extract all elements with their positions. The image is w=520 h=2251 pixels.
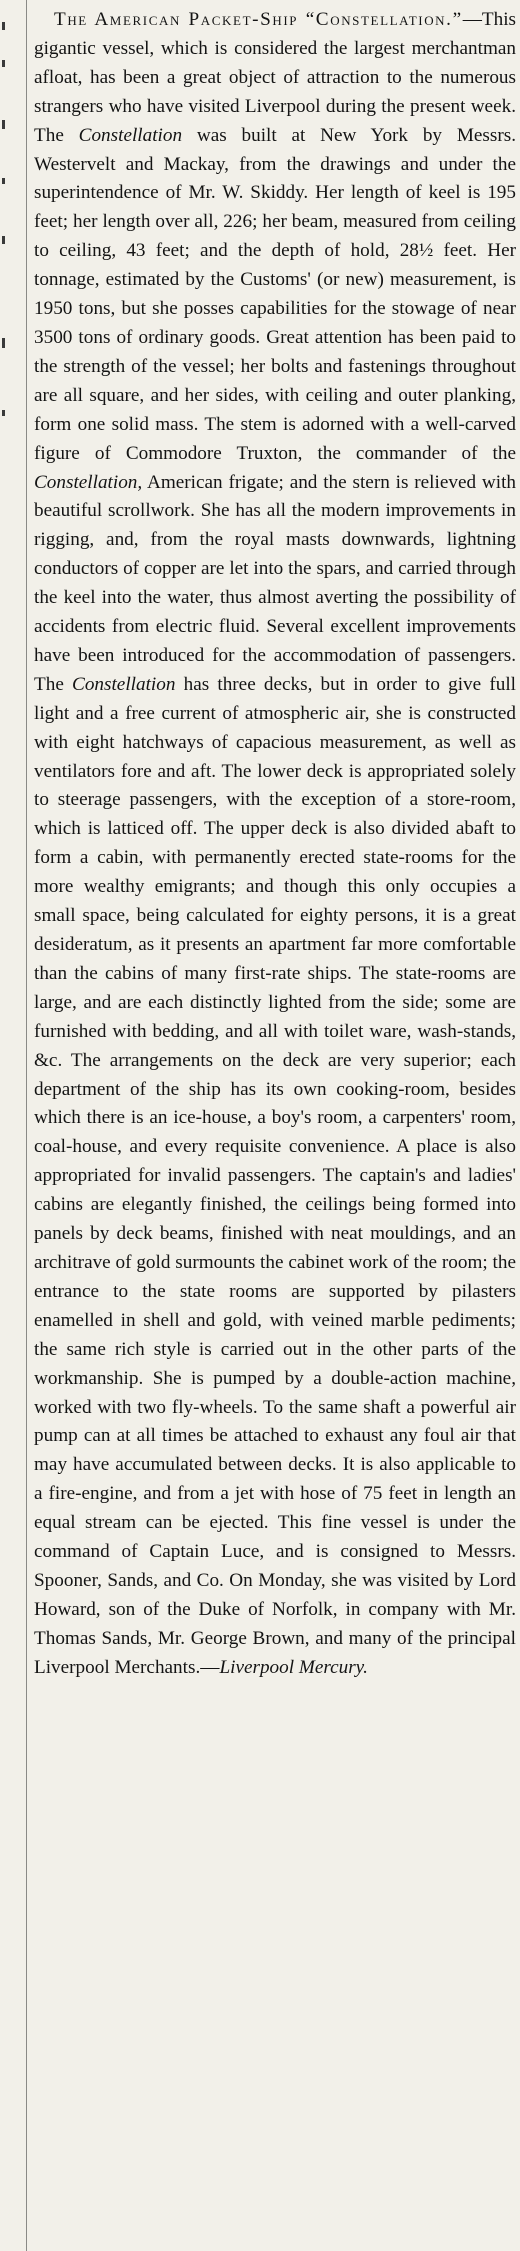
article-text-4: has three decks, but in order to give full light and a free current of atmospheric air, she is constructed with eight hatchways of capacious measurement, as well as ventilators fore and aft. The lower deck is appropriated solely to steerage passengers, with the exception of a store-room, which is latticed off. The upper deck is also divided abaft to form a cabin, with permanently erected state-rooms for the more wealthy emigrants; and though this only occupies a small space, being calculated for eighty persons, it is a great desideratum, as it presents an apartment far more comfortable than the cabins of many first-rate ships. The state-rooms are large, and are each distinctly lighted from the side; some are furnished with bedding, and all with toilet ware, wash-stands, &c. The arrangements on the deck are very superior; each department of the ship has its own cooking-room, besides which there is an ice-house, a boy's room, a carpenters' room, coal-house, and every requisite convenience. A place is also appropriated for invalid passengers. The captain's and ladies' cabins are elegantly finished, the ceilings being formed into panels by deck beams, finished with neat mouldings, and an architrave of gold surmounts the cabinet work of the room; the entrance to the state rooms are supported by pilasters enamelled in shell and gold, with veined marble pediments; the same rich style is carried out in the other parts of the workmanship. She is pumped by a double-action machine, worked with two fly-wheels. To the same shaft a powerful air pump can at all times be attached to exhaust any foul air that may have accumulated between decks. It is also applicable to a fire-engine, and from a jet with hose of 75 feet in length an equal stream can be ejected. This fine vessel is under the command of Captain Luce, and is consigned to Messrs. Spooner, Sands, and Co. On Monday, she was visited by Lord Howard, son of the Duke of Norfolk, in company with Mr. Thomas Sands, Mr. George Brown, and many of the principal Liverpool Merchants.—	[34, 673, 516, 1678]
article-body	[34, 6, 516, 1683]
article-text-3: American frigate; and the stern is relieved with beautiful scrollwork. She has all the modern improvements in rigging, and, from the royal masts downwards, lightning conductors of copper are let into the spars, and carried through the keel into the water, thus almost averting the possibility of accidents from electric fluid. Several excellent improvements have been introduced for the accommodation of passengers. The	[34, 471, 516, 695]
ship-name: Constellation	[78, 124, 183, 146]
column-rule	[26, 0, 27, 2251]
article	[34, 6, 516, 1683]
article-heading: The American Packet-Ship “Constellation.”	[54, 9, 463, 30]
article-text-1: —This gigantic vessel, which is considered the largest merchantman afloat, has been a great object of attraction to the numerous strangers who have visited Liverpool during the present week. The	[34, 9, 516, 146]
article-text-2: was built at New York by Messrs. Westervelt and Mackay, from the drawings and under the superintendence of Mr. W. Skiddy. Her length of keel is 195 feet; her length over all, 226; her beam, measured from ceiling to ceiling, 43 feet; and the depth of hold, 28½ feet. Her tonnage, estimated by the Customs' (or new) measurement, is 1950 tons, but she posses capabilities for the stowage of near 3500 tons of ordinary goods. Great attention has been paid to the strength of the vessel; her bolts and fastenings throughout are all square, and her sides, with ceiling and outer planking, form one solid mass. The stem is adorned with a well-carved figure of Commodore Truxton, the commander of the	[34, 124, 516, 464]
ship-name: Constellation,	[34, 471, 143, 493]
article-source: Liverpool Mercury.	[219, 1656, 368, 1678]
ship-name: Constellation	[72, 673, 176, 695]
